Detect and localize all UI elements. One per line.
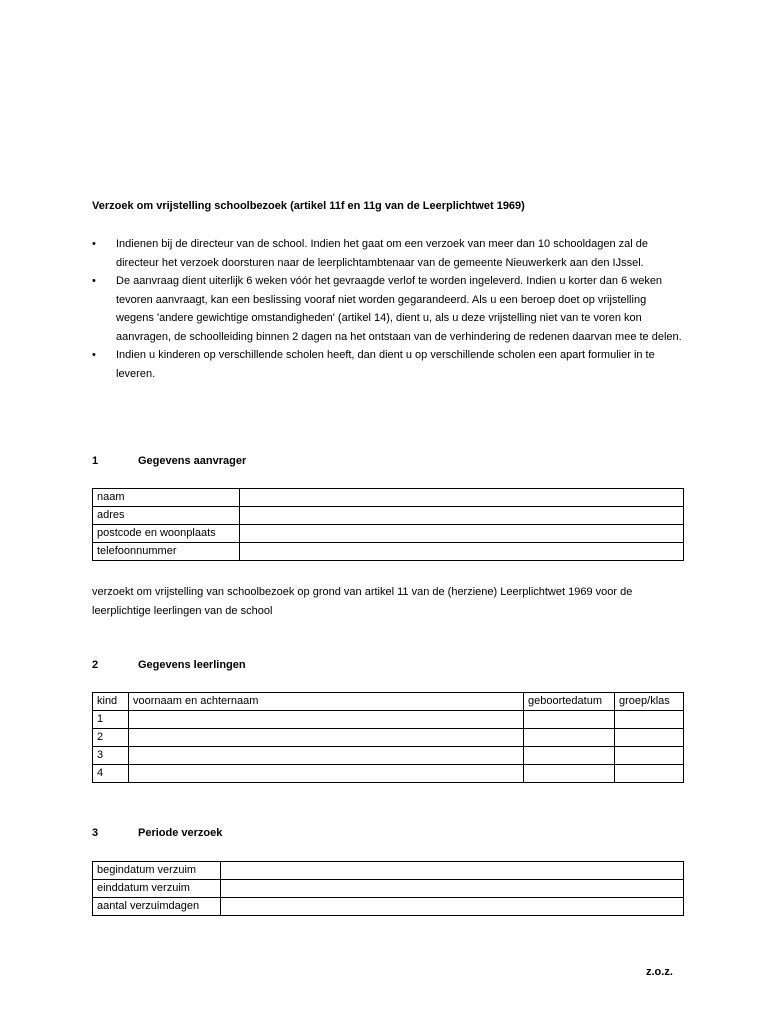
table-row bbox=[93, 765, 684, 783]
row-number: 2 bbox=[93, 729, 129, 747]
request-paragraph: verzoekt om vrijstelling van schoolbezoek op grond van artikel 11 van de (herziene) Leerplichtwet 1969 voor de leerplichtige leerlingen van de school bbox=[92, 586, 633, 617]
table-header-row bbox=[93, 693, 684, 711]
instruction-item: • De aanvraag dient uiterlijk 6 weken vóór het gevraagde verlof te worden ingeleverd. Indien u korter dan 6 weken tevoren aanvraagt, kan een beslissing vooraf niet worden gegarandeerd. Als u een beroep doet op vrijstelling wegens 'andere gewichtige omstandigheden' (artikel 14), dient u, als u deze vrijstelling niet van te voren kon aanvragen, de schoolleiding binnen 2 dagen na het ontstaan van de verhindering de redenen daarvan mee te delen. bbox=[92, 272, 682, 346]
row-number: 1 bbox=[93, 711, 129, 729]
field-label-begindatum: begindatum verzuim bbox=[93, 862, 221, 880]
table-row bbox=[93, 880, 684, 898]
class-cell[interactable] bbox=[615, 747, 684, 765]
birthdate-cell[interactable] bbox=[524, 729, 615, 747]
table-row bbox=[93, 543, 684, 561]
field-input-postcode[interactable] bbox=[240, 525, 684, 543]
instructions-list bbox=[92, 235, 682, 383]
field-input-telefoon[interactable] bbox=[240, 543, 684, 561]
section-1-heading bbox=[92, 455, 246, 467]
form-title: Verzoek om vrijstelling schoolbezoek (artikel 11f en 11g van de Leerplichtwet 1969) bbox=[92, 200, 525, 212]
column-header-groep: groep/klas bbox=[615, 693, 684, 711]
column-header-naam: voornaam en achternaam bbox=[129, 693, 524, 711]
field-input-naam[interactable] bbox=[240, 489, 684, 507]
table-row bbox=[93, 507, 684, 525]
field-input-verzuimdagen[interactable] bbox=[221, 898, 684, 916]
class-cell[interactable] bbox=[615, 729, 684, 747]
name-cell[interactable] bbox=[129, 747, 524, 765]
field-label-adres: adres bbox=[93, 507, 240, 525]
field-label-naam: naam bbox=[93, 489, 240, 507]
table-row bbox=[93, 898, 684, 916]
table-row bbox=[93, 747, 684, 765]
birthdate-cell[interactable] bbox=[524, 711, 615, 729]
field-input-adres[interactable] bbox=[240, 507, 684, 525]
table-row bbox=[93, 489, 684, 507]
field-label-einddatum: einddatum verzuim bbox=[93, 880, 221, 898]
section-title: Gegevens leerlingen bbox=[138, 659, 246, 671]
section-2-heading bbox=[92, 659, 246, 671]
name-cell[interactable] bbox=[129, 765, 524, 783]
instruction-item: • Indien u kinderen op verschillende scholen heeft, dan dient u op verschillende scholen een apart formulier in te leveren. bbox=[92, 346, 682, 383]
section-title: Gegevens aanvrager bbox=[138, 455, 247, 467]
field-input-einddatum[interactable] bbox=[221, 880, 684, 898]
period-table bbox=[92, 861, 684, 916]
page-turn-note: z.o.z. bbox=[646, 966, 673, 978]
section-number: 2 bbox=[92, 659, 99, 671]
row-number: 4 bbox=[93, 765, 129, 783]
applicant-table bbox=[92, 488, 684, 561]
name-cell[interactable] bbox=[129, 729, 524, 747]
table-row bbox=[93, 711, 684, 729]
class-cell[interactable] bbox=[615, 711, 684, 729]
field-label-telefoon: telefoonnummer bbox=[93, 543, 240, 561]
section-3-heading bbox=[92, 827, 222, 839]
section-title: Periode verzoek bbox=[138, 827, 223, 839]
name-cell[interactable] bbox=[129, 711, 524, 729]
students-table bbox=[92, 692, 684, 783]
instruction-item: • Indienen bij de directeur van de school. Indien het gaat om een verzoek van meer dan 10 schooldagen zal de directeur het verzoek doorsturen naar de leerplichtambtenaar van de gemeente Nieuwerkerk aan den IJssel. bbox=[92, 235, 682, 272]
table-row bbox=[93, 729, 684, 747]
table-row bbox=[93, 525, 684, 543]
column-header-geboortedatum: geboortedatum bbox=[524, 693, 615, 711]
column-header-kind: kind bbox=[93, 693, 129, 711]
birthdate-cell[interactable] bbox=[524, 765, 615, 783]
class-cell[interactable] bbox=[615, 765, 684, 783]
section-number: 3 bbox=[92, 827, 99, 839]
field-label-verzuimdagen: aantal verzuimdagen bbox=[93, 898, 221, 916]
birthdate-cell[interactable] bbox=[524, 747, 615, 765]
row-number: 3 bbox=[93, 747, 129, 765]
field-input-begindatum[interactable] bbox=[221, 862, 684, 880]
section-number: 1 bbox=[92, 455, 99, 467]
table-row bbox=[93, 862, 684, 880]
field-label-postcode: postcode en woonplaats bbox=[93, 525, 240, 543]
